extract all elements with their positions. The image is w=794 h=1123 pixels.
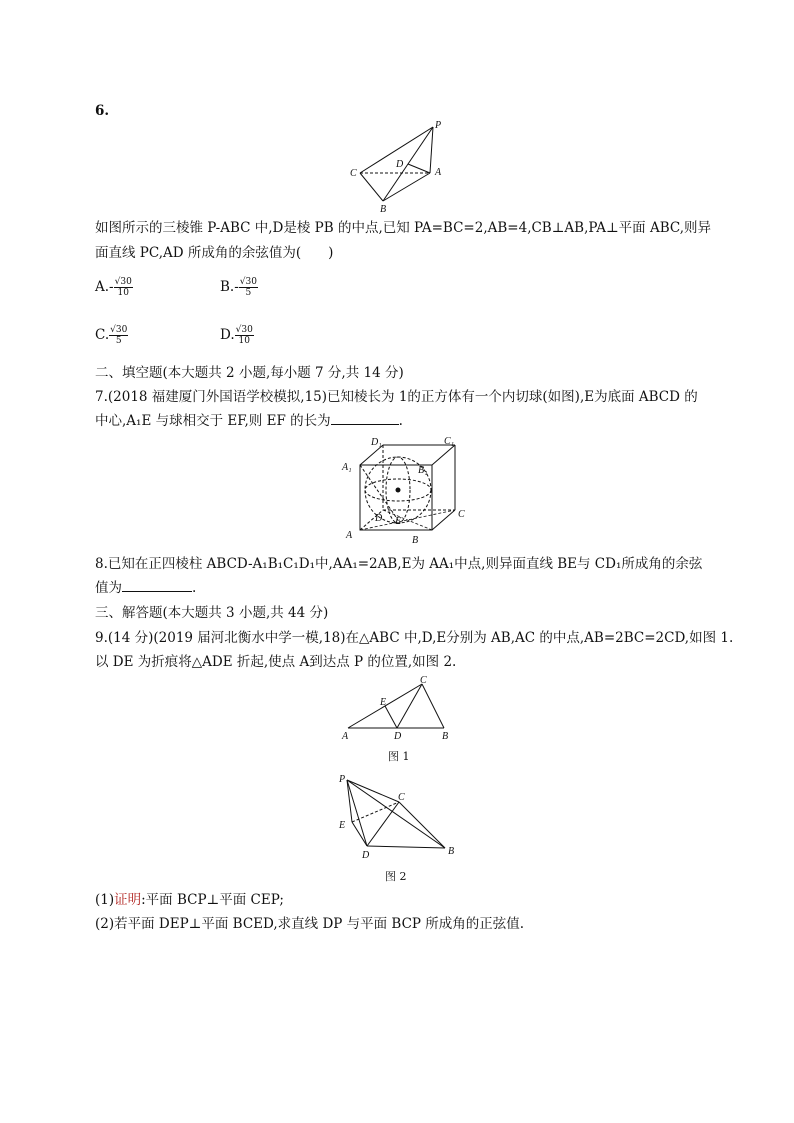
figure-q7-cube-inscribed-sphere	[338, 437, 463, 547]
svg-text:D: D	[394, 731, 402, 742]
svg-text:D: D	[375, 513, 383, 524]
figure-q9-triangle-fig1	[340, 672, 460, 763]
svg-text:图 2: 图 2	[385, 870, 407, 883]
svg-text:D: D	[396, 159, 404, 170]
svg-text:D₁: D₁	[371, 437, 382, 448]
svg-text:E: E	[339, 820, 346, 831]
question-7-line-2: 中心,A₁E 与球相交于 EF,则 EF 的长为 .	[95, 413, 403, 429]
svg-text:B: B	[412, 535, 419, 546]
svg-text:C: C	[350, 168, 357, 179]
question-6-number: 6.	[95, 103, 110, 119]
svg-text:E: E	[380, 697, 387, 708]
svg-text:B₁: B₁	[418, 465, 428, 476]
svg-text:P: P	[435, 120, 442, 131]
svg-text:C₁: C₁	[444, 436, 455, 447]
svg-text:B: B	[448, 846, 455, 857]
proof-link[interactable]: 证明	[114, 892, 142, 908]
option-b: B.- $\frac{√30}{5}$	[220, 277, 257, 298]
option-d: D. $\frac{√30}{10}$	[220, 325, 253, 346]
question-6-stem-line-2: 面直线 PC,AD 所成角的余弦值为( )	[95, 245, 334, 261]
question-9-line-2: 以 DE 为折痕将△ADE 折起,使点 A到达点 P 的位置,如图 2.	[95, 654, 457, 670]
svg-text:A₁: A₁	[342, 462, 352, 473]
question-7-line-1: 7.(2018 福建厦门外国语学校模拟,15)已知棱长为 1的正方体有一个内切球(如图),E为底面 ABCD 的	[95, 389, 698, 405]
svg-text:图 1: 图 1	[388, 750, 410, 763]
svg-text:C: C	[420, 675, 427, 686]
svg-text:B: B	[380, 204, 387, 215]
question-9-line-1: 9.(14 分)(2019 届河北衡水中学一模,18)在△ABC 中,D,E分别为 AB,AC 的中点,AB=2BC=2CD,如图 1.	[95, 630, 734, 646]
question-8-line-2: 值为 .	[95, 580, 197, 596]
svg-text:P: P	[339, 774, 346, 785]
question-8-line-1: 8.已知在正四棱柱 ABCD-A₁B₁C₁D₁中,AA₁=2AB,E为 AA₁中点,则异面直线 BE与 CD₁所成角的余弦	[95, 556, 703, 572]
option-a: A.- $\frac{√30}{10}$	[95, 277, 132, 298]
svg-text:A: A	[342, 731, 349, 742]
svg-text:A: A	[435, 167, 442, 178]
figure-q6-tetrahedron	[340, 118, 460, 213]
svg-text:A: A	[346, 530, 353, 541]
option-c: C. $\frac{√30}{5}$	[95, 325, 128, 346]
svg-text:C: C	[458, 509, 465, 520]
question-9-part-1: (1)证明:平面 BCP⊥平面 CEP;	[95, 892, 284, 908]
svg-text:D: D	[362, 850, 370, 861]
figure-q9-folded-fig2	[335, 770, 465, 882]
question-9-part-2: (2)若平面 DEP⊥平面 BCED,求直线 DP 与平面 BCP 所成角的正弦值.	[95, 916, 525, 932]
svg-text:E: E	[395, 516, 402, 527]
section-3-heading: 三、解答题(本大题共 3 小题,共 44 分)	[95, 605, 329, 621]
section-2-heading: 二、填空题(本大题共 2 小题,每小题 7 分,共 14 分)	[95, 365, 404, 381]
question-6-stem-line-1: 如图所示的三棱锥 P-ABC 中,D是棱 PB 的中点,已知 PA=BC=2,AB=4,CB⊥AB,PA⊥平面 ABC,则异	[95, 220, 712, 236]
svg-text:C: C	[398, 792, 405, 803]
svg-text:B: B	[442, 731, 449, 742]
